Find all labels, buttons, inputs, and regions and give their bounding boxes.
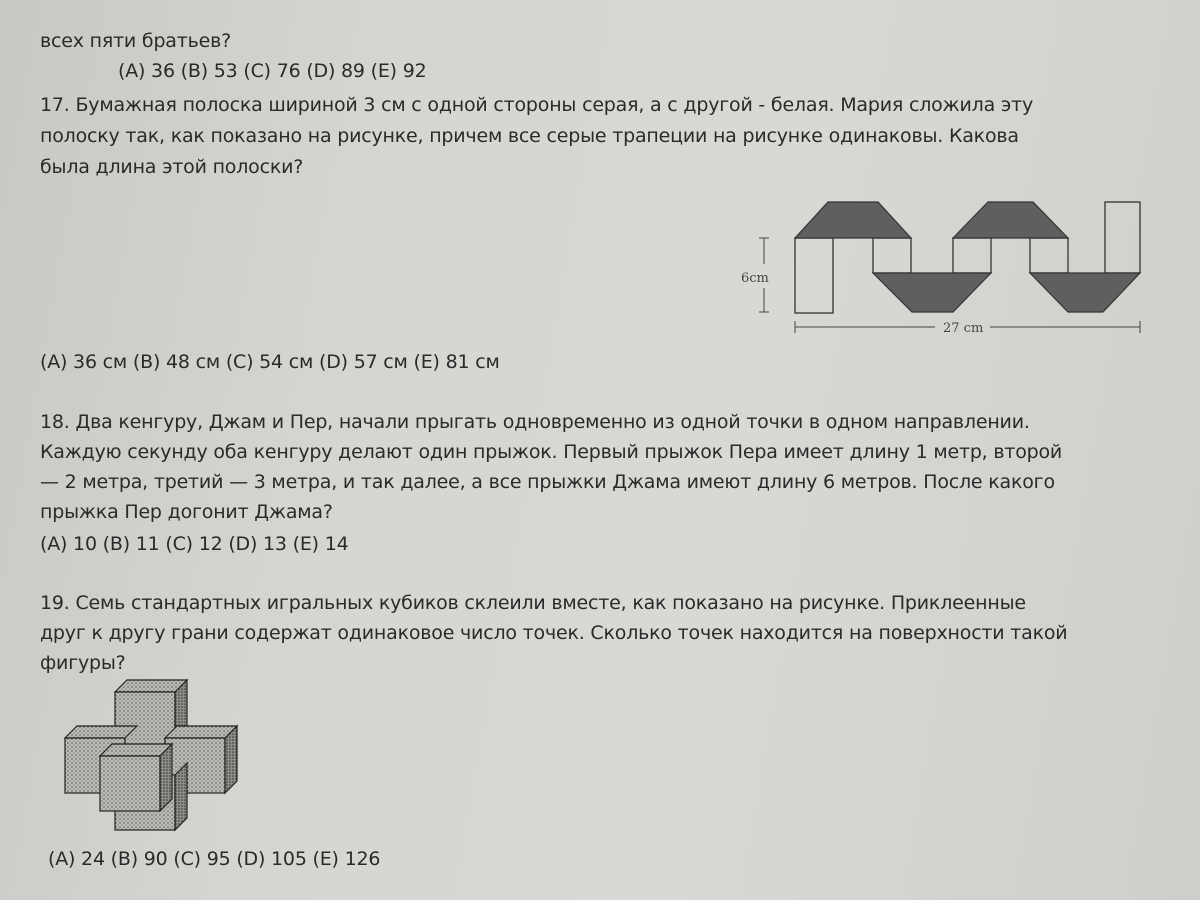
width-label: 27 cm xyxy=(943,321,984,336)
q19-text-line-2: друг к другу грани содержат одинаковое число точек. Сколько точек находится на поверхности такой xyxy=(40,622,1068,644)
q17-text-line-1: 17. Бумажная полоска шириной 3 см с одной стороны серая, а с другой - белая. Мария сложила эту xyxy=(40,94,1033,116)
q18-text-line-1: 18. Два кенгуру, Джам и Пер, начали прыгать одновременно из одной точки в одном направлении. xyxy=(40,411,1030,433)
q18-text-line-2: Каждую секунду оба кенгуру делают один прыжок. Первый прыжок Пера имеет длину 1 метр, второй xyxy=(40,441,1063,463)
q19-text-line-3: фигуры? xyxy=(40,652,126,674)
q17-text-line-3: была длина этой полоски? xyxy=(40,156,304,178)
q18-answer-options: (A) 10 (B) 11 (C) 12 (D) 13 (E) 14 xyxy=(40,533,349,555)
dice-cross-figure xyxy=(55,670,255,840)
q19-answer-options: (A) 24 (B) 90 (C) 95 (D) 105 (E) 126 xyxy=(48,848,381,870)
prev-question-tail: всех пяти братьев? xyxy=(40,30,231,52)
folded-strip-figure xyxy=(735,190,1165,350)
q17-answer-options: (A) 36 см (B) 48 см (C) 54 см (D) 57 см (E) 81 см xyxy=(40,351,500,373)
q18-text-line-4: прыжка Пер догонит Джама? xyxy=(40,501,333,523)
prev-answer-options: (A) 36 (B) 53 (C) 76 (D) 89 (E) 92 xyxy=(118,60,427,82)
q19-text-line-1: 19. Семь стандартных игральных кубиков склеили вместе, как показано на рисунке. Приклеенные xyxy=(40,592,1026,614)
q18-text-line-3: — 2 метра, третий — 3 метра, и так далее, а все прыжки Джама имеют длину 6 метров. После какого xyxy=(40,471,1055,493)
height-label: 6cm xyxy=(741,271,769,286)
q17-text-line-2: полоску так, как показано на рисунке, причем все серые трапеции на рисунке одинаковы. Какова xyxy=(40,125,1019,147)
